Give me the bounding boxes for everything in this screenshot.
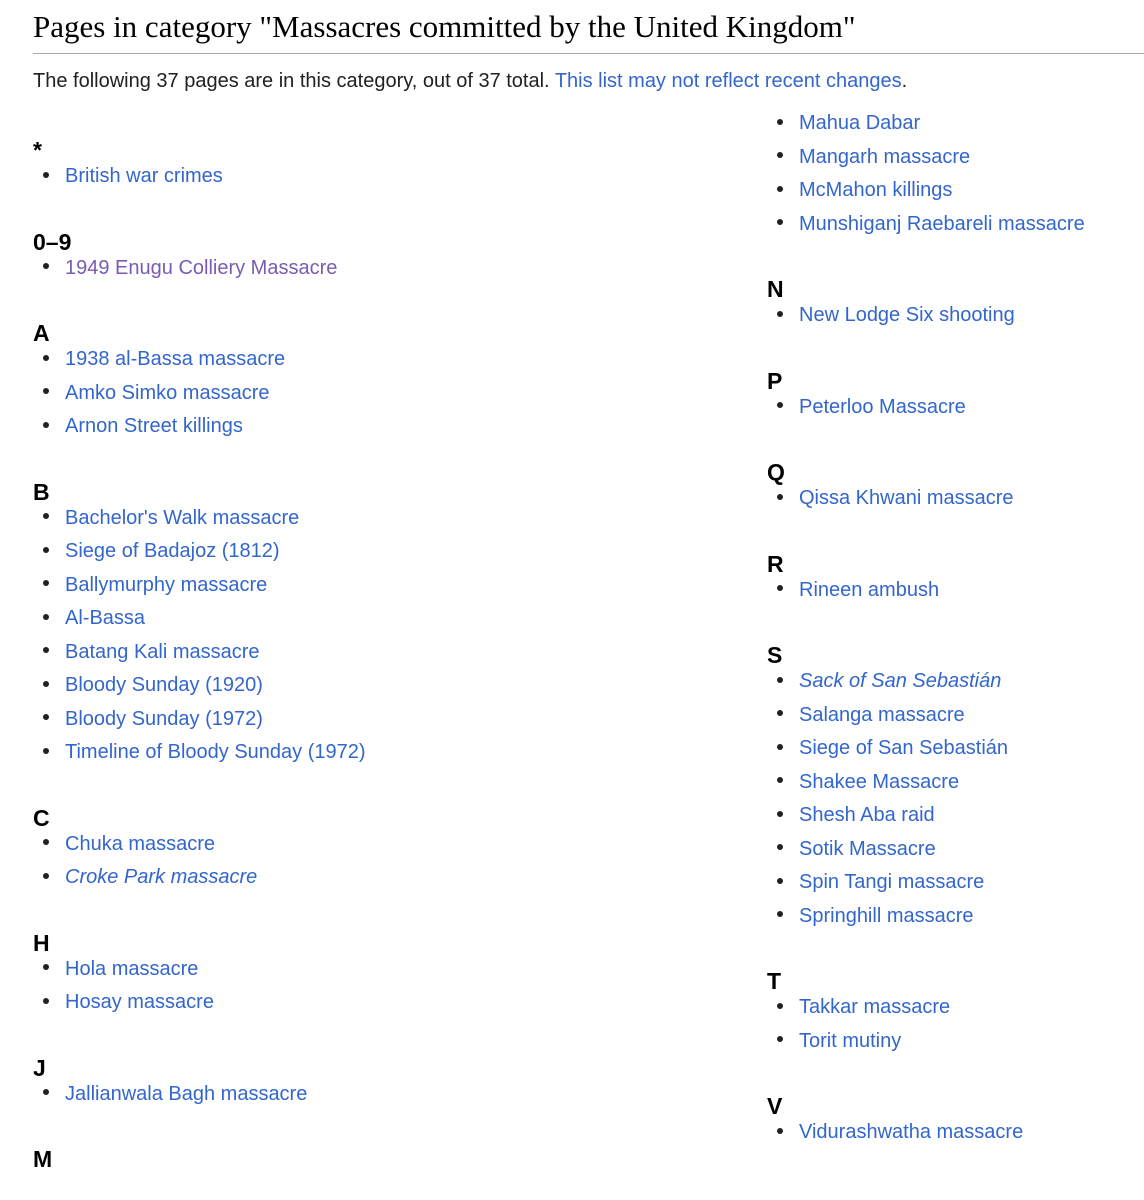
category-letter-heading: C [33,804,50,831]
category-list-item [33,161,223,191]
category-list-item [33,344,285,374]
category-list-item [767,834,936,864]
category-list-item [33,570,267,600]
category-list-item [33,954,198,984]
bullet-icon [777,402,783,408]
category-page-link[interactable]: New Lodge Six shooting [799,304,1015,326]
category-list-item [33,737,366,767]
category-page-link[interactable]: Jallianwala Bagh massacre [65,1082,308,1105]
bullet-icon [43,263,49,269]
bullet-icon [777,744,783,750]
category-page-link[interactable]: 1938 al-Bassa massacre [65,348,286,370]
bullet-icon [777,878,783,884]
intro-end: . [901,70,908,92]
recent-changes-link[interactable]: This list may not reflect recent changes [554,70,902,92]
category-list-item [33,704,263,734]
category-list-item [767,108,920,138]
category-page-link[interactable]: Bloody Sunday (1920) [65,674,263,696]
category-list-item [767,575,939,605]
bullet-icon [777,186,783,192]
bullet-icon [43,964,49,970]
category-page-link[interactable]: Peterloo Massacre [799,395,966,418]
category-page-link[interactable]: 1949 Enugu Colliery Massacre [65,256,338,279]
category-list-item [33,411,243,441]
bullet-icon [777,777,783,783]
category-page-link[interactable]: Qissa Khwani massacre [799,487,1014,509]
category-letter-heading: J [33,1054,46,1081]
category-page-link[interactable]: Mangarh massacre [799,145,971,168]
category-page-link[interactable]: Shesh Aba raid [799,804,935,826]
category-page-link[interactable]: Spin Tangi massacre [799,871,985,893]
category-page-link[interactable]: Hosay massacre [65,991,214,1013]
category-page-link[interactable]: Munshiganj Raebareli massacre [799,212,1085,235]
category-page-link[interactable]: Al-Bassa [65,607,146,629]
bullet-icon [777,1128,783,1134]
bullet-icon [43,1089,49,1095]
category-page-link[interactable]: British war crimes [65,165,223,187]
bullet-icon [777,152,783,158]
title-divider [33,53,1144,54]
category-list-item [33,829,215,859]
category-list-item [767,800,935,830]
category-list-item [33,603,145,633]
category-list-item [33,670,263,700]
bullet-icon [777,585,783,591]
category-page-link[interactable]: Vidurashwatha massacre [799,1121,1024,1143]
page-title: Pages in category "Massacres committed by the United Kingdom" [33,9,856,44]
category-list-item [767,867,984,897]
category-letter-heading: P [767,367,783,394]
category-letter-heading: N [767,276,784,302]
category-page-link[interactable]: Timeline of Bloody Sunday (1972) [65,741,366,763]
category-list-item [767,767,959,797]
category-list-item [33,503,299,533]
bullet-icon [43,580,49,586]
category-page-link[interactable]: Mahua Dabar [799,112,921,134]
bullet-icon [43,681,49,687]
category-page-link[interactable]: Batang Kali massacre [65,640,260,663]
category-page-link[interactable]: Ballymurphy massacre [65,573,268,596]
category-list-item [767,992,950,1022]
category-list-item [767,209,1085,239]
category-page-link[interactable]: Hola massacre [65,957,199,980]
bullet-icon [43,422,49,428]
bullet-icon [43,547,49,553]
bullet-icon [43,355,49,361]
category-letter-heading: S [767,642,783,668]
category-letter-heading: A [33,320,50,346]
category-list-item [767,733,1008,763]
bullet-icon [43,647,49,653]
bullet-icon [43,614,49,620]
category-page-link[interactable]: Torit mutiny [799,1029,902,1052]
category-letter-heading: B [33,478,50,505]
intro-text: The following 37 pages are in this category, out of 37 total. [33,70,555,92]
bullet-icon [43,748,49,754]
category-page-link[interactable]: Springhill massacre [799,904,974,927]
category-page-link[interactable]: McMahon killings [799,179,953,201]
bullet-icon [43,714,49,720]
bullet-icon [777,811,783,817]
category-page-link[interactable]: Sack of San Sebastián [799,670,1002,692]
category-page-link[interactable]: Rineen ambush [799,578,940,601]
category-letter-heading: V [767,1093,783,1119]
bullet-icon [777,494,783,500]
bullet-icon [43,172,49,178]
category-page-link[interactable]: Arnon Street killings [65,415,243,437]
category-list-item [33,536,280,566]
bullet-icon [43,839,49,845]
category-intro [33,67,907,95]
bullet-icon [777,844,783,850]
bullet-icon [777,911,783,917]
category-list-item [767,1026,901,1056]
bullet-icon [777,119,783,125]
category-page-link[interactable]: Salanga massacre [799,703,965,726]
category-list-item [767,175,952,205]
category-page-link[interactable]: Amko Simko massacre [65,381,270,404]
category-list-item [33,862,257,892]
category-list-item [33,637,260,667]
bullet-icon [777,1003,783,1009]
category-page-link[interactable]: Croke Park massacre [65,866,258,888]
category-letter-heading: 0–9 [33,228,72,255]
category-letter-heading: H [33,929,50,956]
category-letter-heading: M [33,1146,53,1172]
category-page-link[interactable]: Bloody Sunday (1972) [65,707,263,730]
category-page-link[interactable]: Takkar massacre [799,996,951,1018]
category-list-item [767,142,970,172]
category-page-link[interactable]: Shakee Massacre [799,770,960,793]
category-list-item [767,700,965,730]
category-page-link[interactable]: Sotik Massacre [799,837,936,860]
category-list-item [767,483,1014,513]
category-list-item [767,300,1015,330]
bullet-icon [777,710,783,716]
bullet-icon [777,1036,783,1042]
category-letter-heading: T [767,968,782,994]
category-list-item [767,1117,1023,1147]
category-page-link[interactable]: Siege of Badajoz (1812) [65,540,280,562]
category-page-link[interactable]: Chuka massacre [65,832,216,855]
category-list-item [33,987,214,1017]
bullet-icon [43,998,49,1004]
category-page-link[interactable]: Siege of San Sebastián [799,737,1009,759]
category-page-link[interactable]: Bachelor's Walk massacre [65,506,300,529]
category-list-item [33,253,337,283]
bullet-icon [777,219,783,225]
category-list-item [767,901,974,931]
bullet-icon [777,677,783,683]
bullet-icon [43,873,49,879]
category-list-item [767,392,966,422]
category-list-item [767,666,1001,696]
bullet-icon [777,311,783,317]
category-list-item [33,378,270,408]
category-list-item [33,1079,307,1109]
category-letter-heading: R [767,550,784,577]
category-letter-heading: * [33,137,42,163]
bullet-icon [43,388,49,394]
category-letter-heading: Q [767,459,785,485]
bullet-icon [43,513,49,519]
